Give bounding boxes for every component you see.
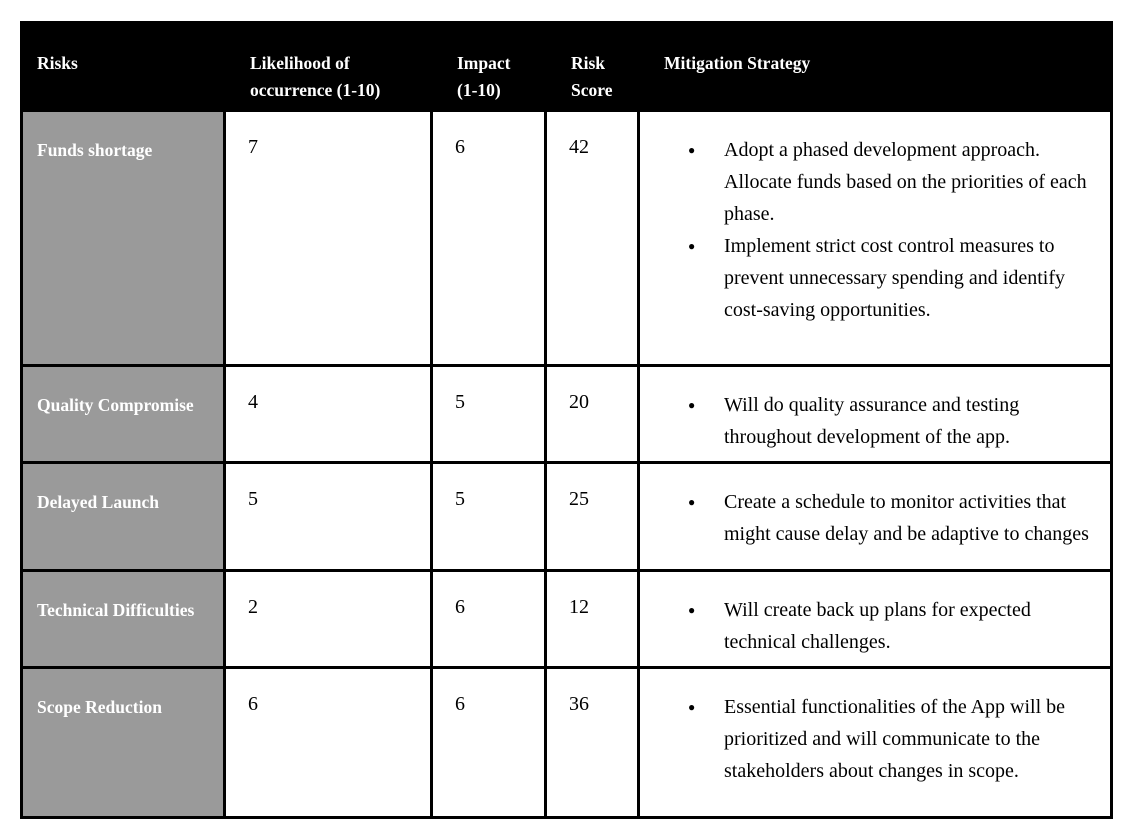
risk-name-cell: Delayed Launch (23, 464, 226, 569)
risk-score-cell: 25 (547, 464, 640, 569)
mitigation-text: Create a schedule to monitor activities that might cause delay and be adaptive to changes (724, 491, 1089, 545)
table-body (23, 112, 1110, 816)
impact-cell: 6 (433, 112, 547, 364)
bullet-icon: ● (688, 603, 696, 617)
impact-cell: 5 (433, 464, 547, 569)
mitigation-bullet-item (688, 594, 1102, 658)
bullet-icon: ● (688, 700, 696, 714)
header-risks: Risks (23, 24, 226, 112)
bullet-icon: ● (688, 239, 696, 253)
mitigation-cell (640, 367, 1110, 461)
mitigation-bullet-item (688, 230, 1102, 326)
likelihood-cell: 7 (226, 112, 433, 364)
mitigation-bullet-list (688, 134, 1102, 326)
mitigation-bullet-item (688, 486, 1102, 550)
likelihood-cell: 6 (226, 669, 433, 816)
impact-cell: 6 (433, 669, 547, 816)
risk-name-cell: Technical Difficulties (23, 572, 226, 666)
bullet-icon: ● (688, 398, 696, 412)
mitigation-bullet-list (688, 594, 1102, 658)
mitigation-cell (640, 464, 1110, 569)
likelihood-cell: 5 (226, 464, 433, 569)
header-impact: Impact (1-10) (433, 24, 547, 112)
header-risk-score: Risk Score (547, 24, 640, 112)
table-row (23, 367, 1110, 464)
mitigation-bullet-list (688, 691, 1102, 787)
risk-score-cell: 12 (547, 572, 640, 666)
risk-name-cell: Quality Compromise (23, 367, 226, 461)
mitigation-cell (640, 669, 1110, 816)
impact-cell: 6 (433, 572, 547, 666)
table-row (23, 464, 1110, 572)
mitigation-text: Adopt a phased development approach. Allocate funds based on the priorities of each phase. (724, 139, 1087, 225)
mitigation-cell (640, 572, 1110, 666)
table-row (23, 572, 1110, 669)
risk-score-cell: 42 (547, 112, 640, 364)
risk-score-cell: 20 (547, 367, 640, 461)
header-mitigation-strategy: Mitigation Strategy (640, 24, 1110, 112)
risk-assessment-table (20, 21, 1113, 819)
impact-cell: 5 (433, 367, 547, 461)
risk-score-cell: 36 (547, 669, 640, 816)
mitigation-text: Essential functionalities of the App will be prioritized and will communicate to the stakeholders about changes in scope. (724, 696, 1066, 782)
mitigation-bullet-list (688, 486, 1102, 550)
mitigation-bullet-item (688, 691, 1102, 787)
mitigation-text: Will create back up plans for expected technical challenges. (724, 599, 1031, 653)
likelihood-cell: 4 (226, 367, 433, 461)
table-row (23, 112, 1110, 367)
bullet-icon: ● (688, 143, 696, 157)
mitigation-bullet-list (688, 389, 1102, 453)
table-header-row (23, 24, 1110, 112)
likelihood-cell: 2 (226, 572, 433, 666)
bullet-icon: ● (688, 495, 696, 509)
mitigation-cell (640, 112, 1110, 364)
mitigation-bullet-item (688, 389, 1102, 453)
mitigation-text: Implement strict cost control measures to prevent unnecessary spending and identify cost-saving opportunities. (724, 235, 1066, 321)
risk-name-cell: Scope Reduction (23, 669, 226, 816)
table-row (23, 669, 1110, 816)
risk-name-cell: Funds shortage (23, 112, 226, 364)
mitigation-bullet-item (688, 134, 1102, 230)
mitigation-text: Will do quality assurance and testing throughout development of the app. (724, 394, 1020, 448)
header-likelihood: Likelihood of occurrence (1-10) (226, 24, 433, 112)
